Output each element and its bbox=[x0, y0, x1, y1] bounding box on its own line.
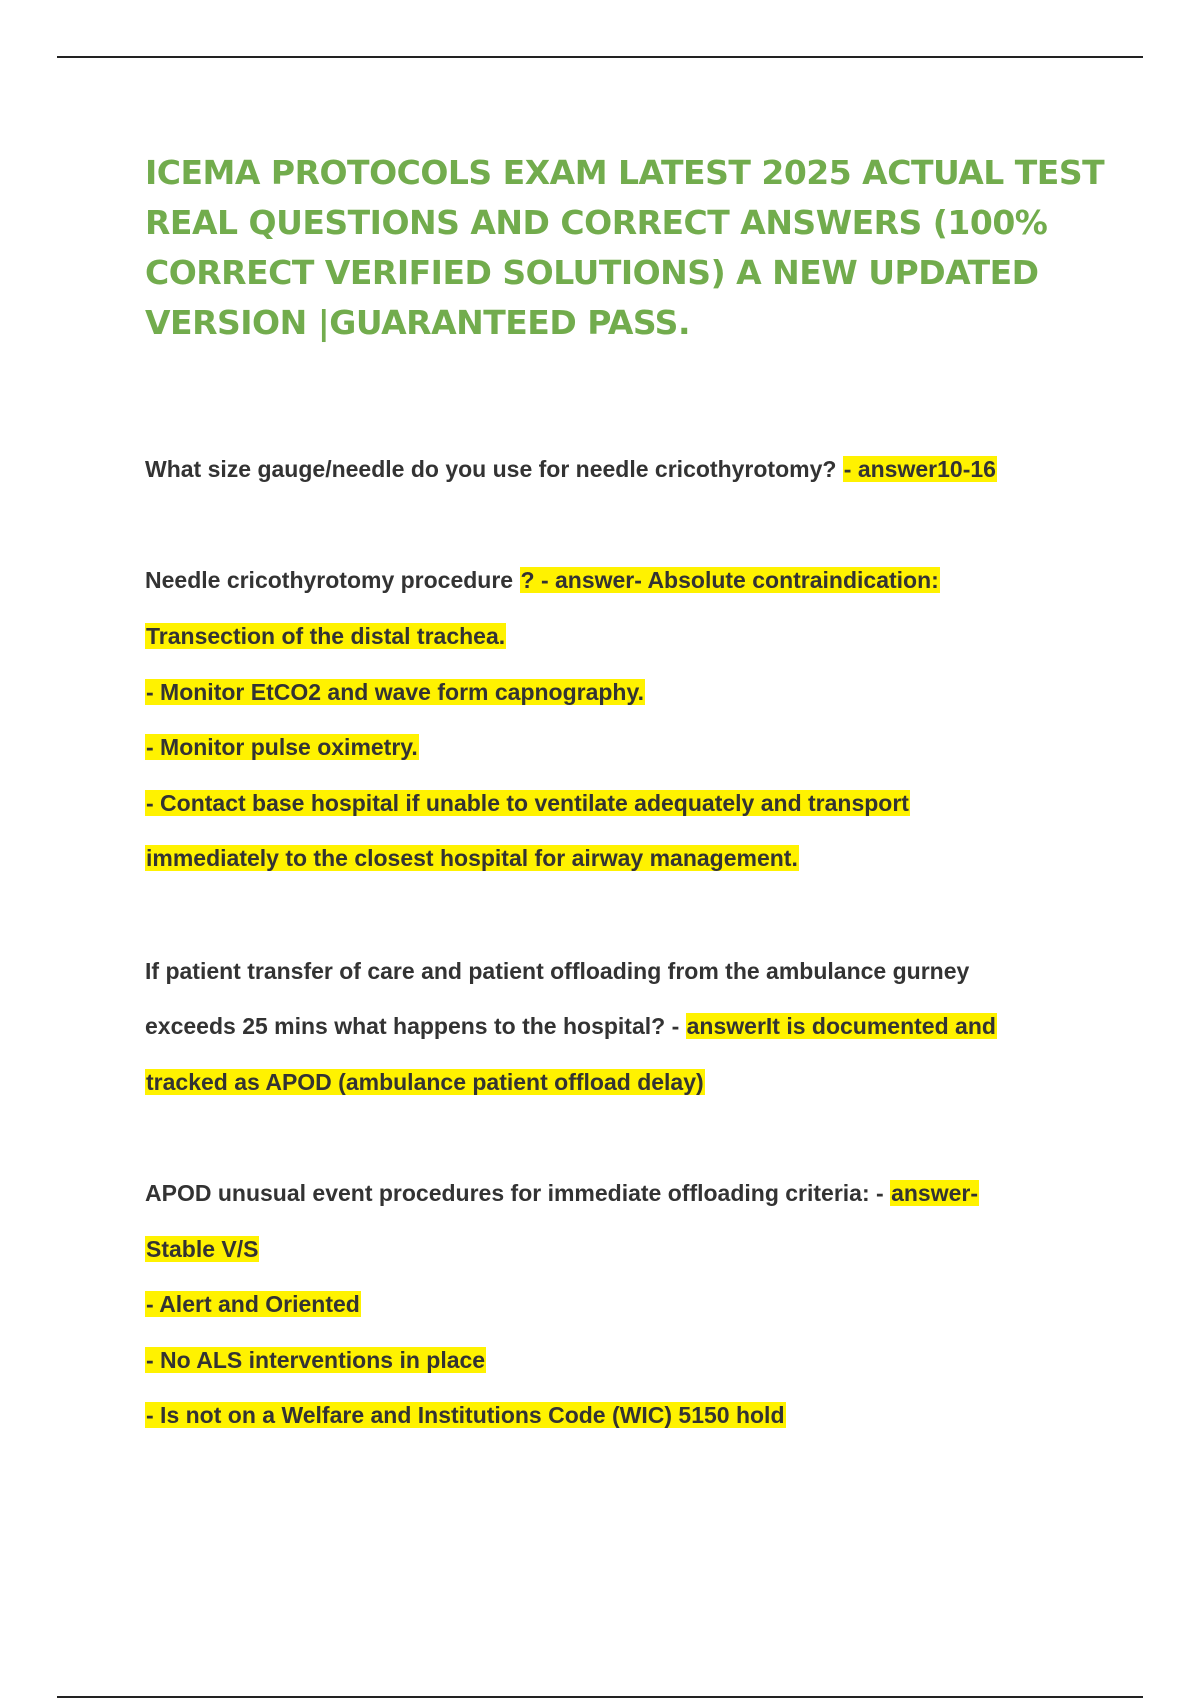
qa-line bbox=[145, 732, 419, 762]
answer-highlight: - Contact base hospital if unable to ventilate adequately and transport bbox=[146, 790, 909, 816]
top-rule bbox=[57, 56, 1143, 58]
qa-line bbox=[145, 565, 940, 595]
document-title: ICEMA PROTOCOLS EXAM LATEST 2025 ACTUAL TEST REAL QUESTIONS AND CORRECT ANSWERS (100% CORRECT VERIFIED SOLUTIONS) A NEW UPDATED VERSION |GUARANTEED PASS. bbox=[145, 153, 1105, 342]
answer-highlight: immediately to the closest hospital for airway management. bbox=[146, 845, 798, 871]
qa-line bbox=[145, 621, 506, 651]
qa-line bbox=[145, 1345, 486, 1375]
answer-highlight: tracked as APOD (ambulance patient offload delay) bbox=[146, 1069, 704, 1095]
qa-line bbox=[145, 1178, 979, 1208]
question-text: Needle cricothyrotomy procedure bbox=[145, 567, 520, 593]
question-text: If patient transfer of care and patient offloading from the ambulance gurney bbox=[145, 958, 970, 984]
question-text: exceeds 25 mins what happens to the hospital? - bbox=[145, 1013, 686, 1039]
qa-line bbox=[145, 956, 969, 986]
bottom-rule bbox=[57, 1696, 1143, 1698]
qa-line bbox=[145, 1067, 705, 1097]
answer-highlight: - Monitor pulse oximetry. bbox=[146, 734, 418, 760]
qa-line bbox=[145, 677, 645, 707]
qa-line bbox=[145, 843, 799, 873]
qa-line bbox=[145, 1400, 786, 1430]
answer-highlight: - answer10-16 bbox=[843, 456, 996, 482]
answer-highlight: - Alert and Oriented bbox=[146, 1291, 360, 1317]
answer-highlight: - Is not on a Welfare and Institutions Code (WIC) 5150 hold bbox=[146, 1402, 785, 1428]
answer-highlight: answerIt is documented and bbox=[686, 1013, 996, 1039]
qa-line bbox=[145, 454, 997, 484]
question-text: APOD unusual event procedures for immediate offloading criteria: - bbox=[145, 1180, 891, 1206]
qa-line bbox=[145, 1289, 361, 1319]
answer-highlight: Transection of the distal trachea. bbox=[146, 623, 506, 649]
answer-highlight: - Monitor EtCO2 and wave form capnography. bbox=[146, 679, 644, 705]
answer-highlight: Stable V/S bbox=[146, 1236, 259, 1262]
answer-highlight: answer- bbox=[891, 1180, 979, 1206]
qa-line bbox=[145, 1234, 259, 1264]
qa-line bbox=[145, 788, 910, 818]
qa-line bbox=[145, 1011, 997, 1041]
answer-highlight: ? - answer- Absolute contraindication: bbox=[520, 567, 939, 593]
question-text: What size gauge/needle do you use for needle cricothyrotomy? bbox=[145, 456, 843, 482]
answer-highlight: - No ALS interventions in place bbox=[146, 1347, 486, 1373]
